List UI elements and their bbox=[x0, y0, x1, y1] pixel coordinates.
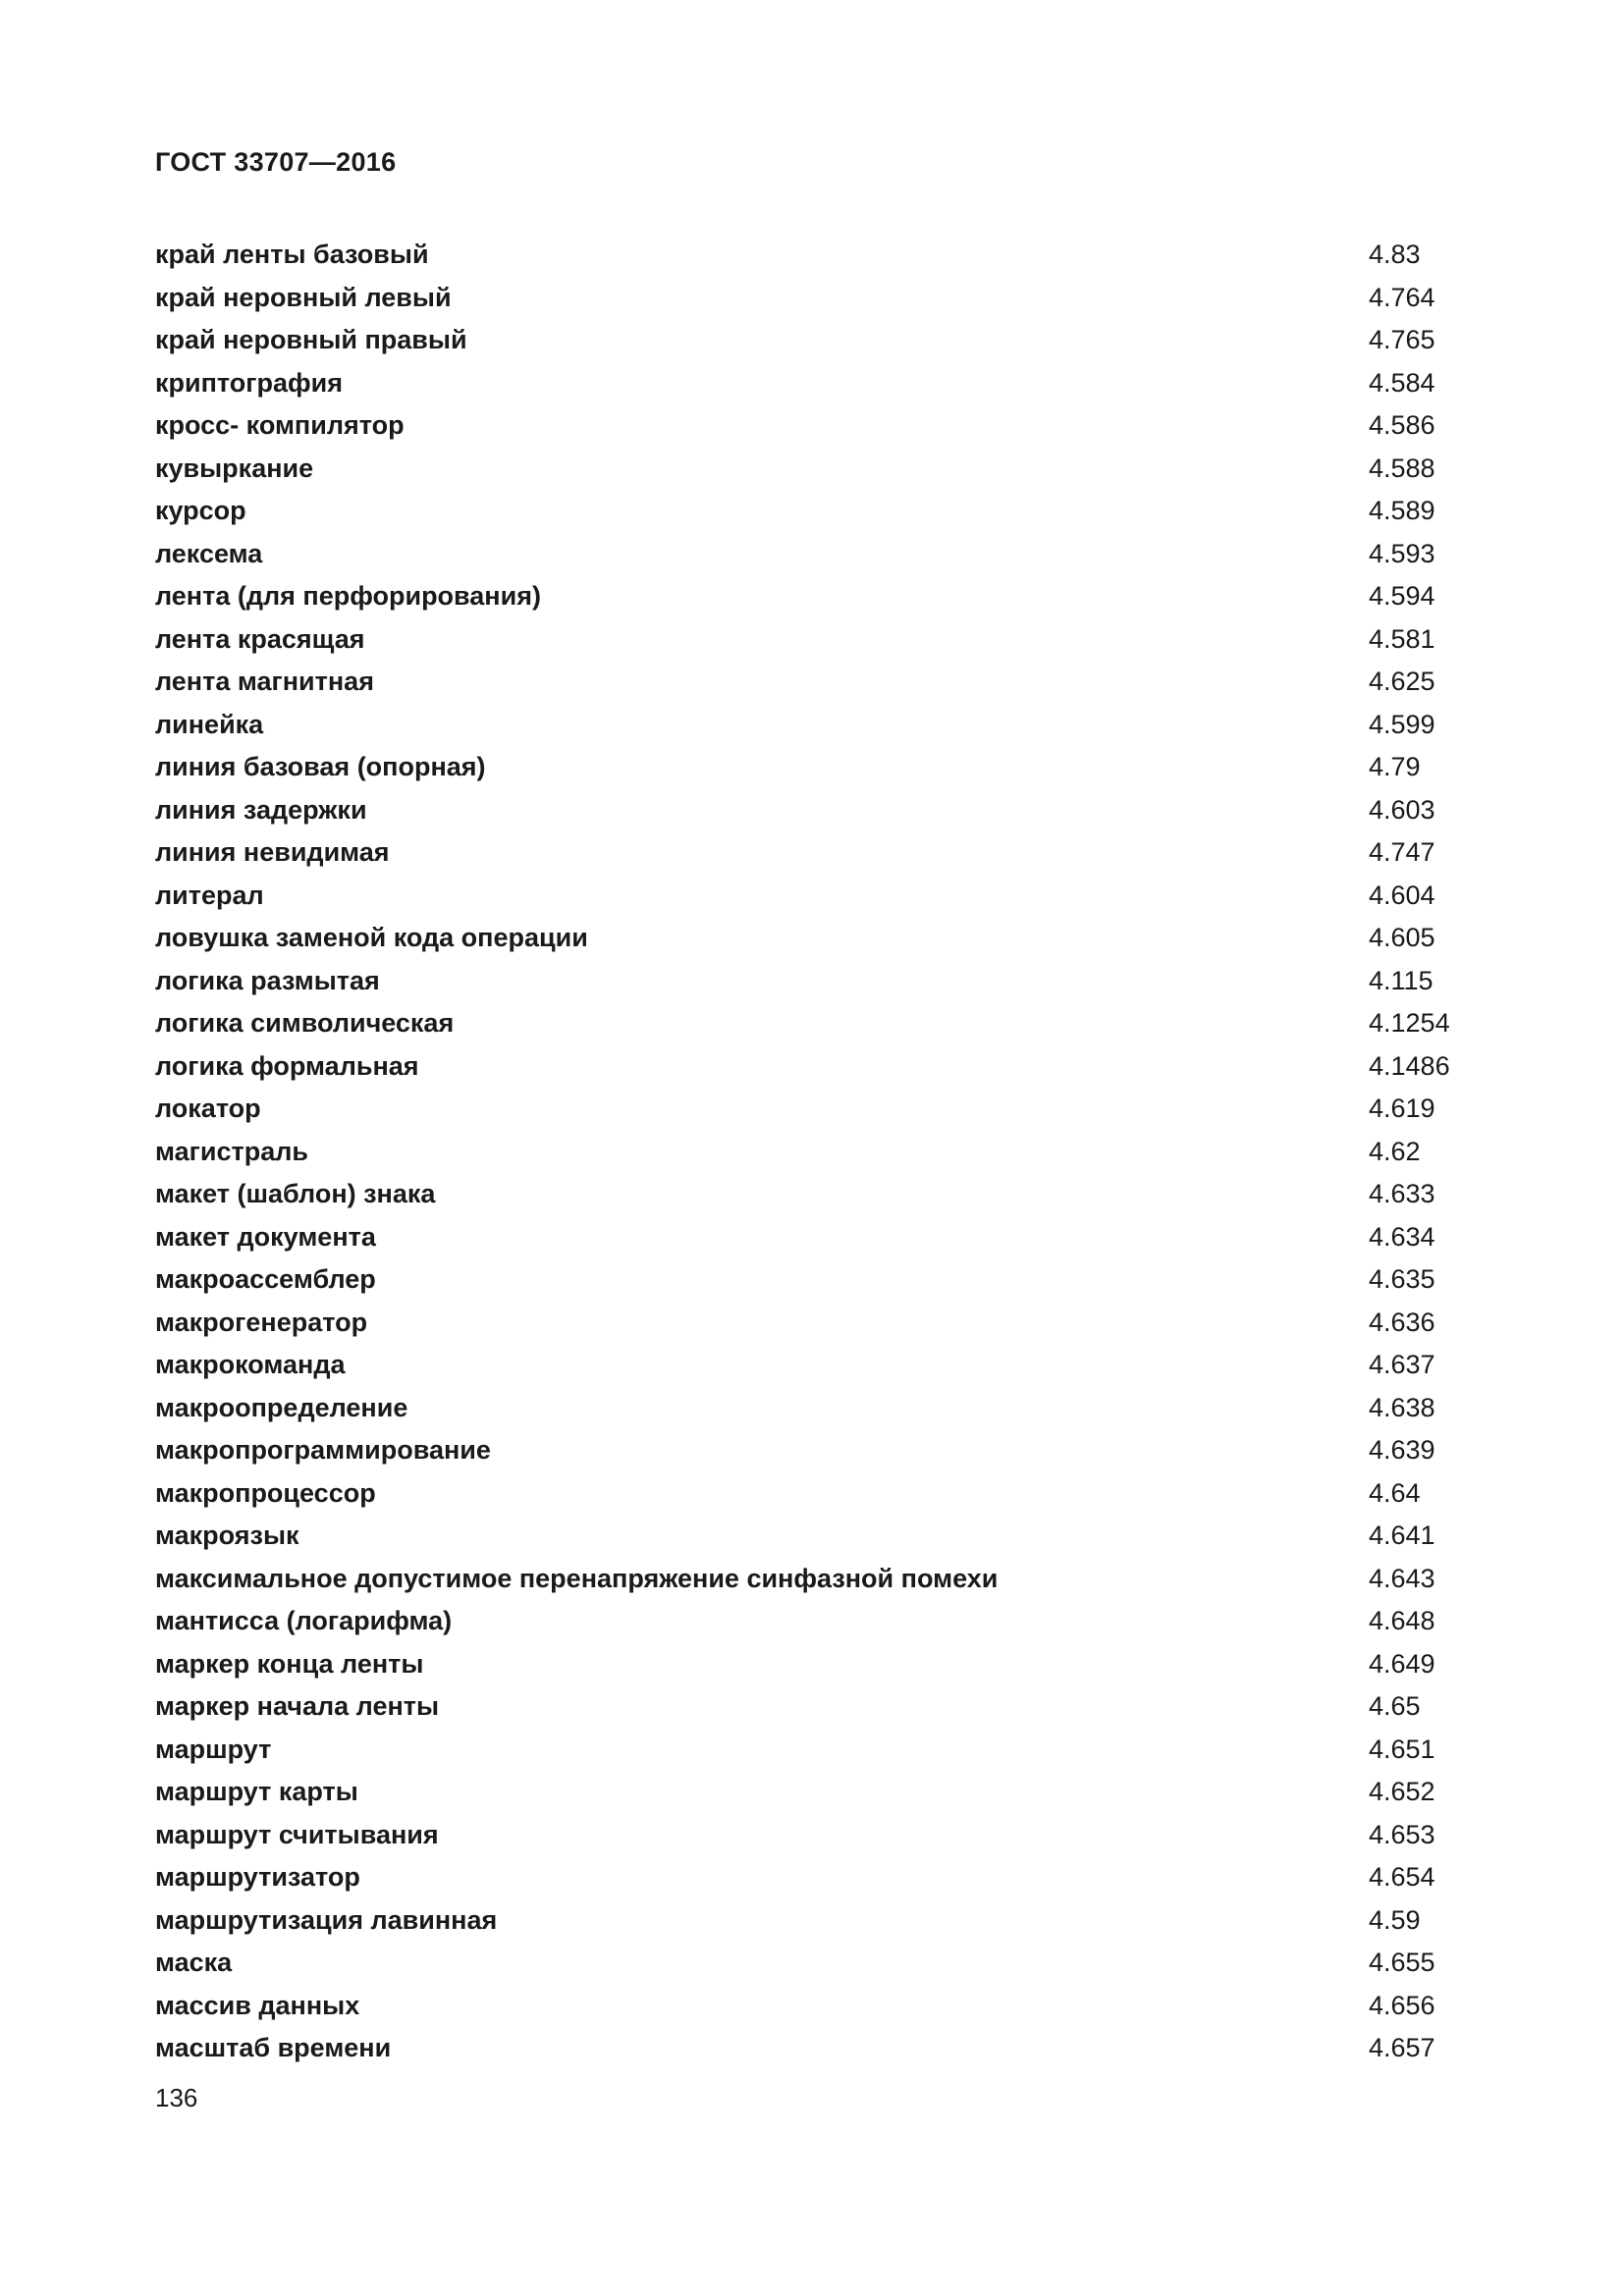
index-row bbox=[155, 1899, 1471, 1943]
index-term: максимальное допустимое перенапряжение синфазной помехи bbox=[155, 1563, 999, 1593]
index-row bbox=[155, 1216, 1471, 1259]
index-row bbox=[155, 875, 1471, 918]
index-term: макет (шаблон) знака bbox=[155, 1179, 436, 1208]
index-term: лента красящая bbox=[155, 623, 365, 654]
index-term: курсор bbox=[155, 496, 246, 525]
index-term: логика символическая bbox=[155, 1008, 455, 1038]
index-reference-number: 4.599 bbox=[1369, 709, 1435, 739]
index-term: кросс- компилятор bbox=[155, 410, 405, 440]
index-term: край ленты базовый bbox=[155, 240, 429, 269]
index-row bbox=[155, 1558, 1471, 1601]
index-term: маршрутизатор bbox=[155, 1862, 360, 1892]
index-reference-number: 4.643 bbox=[1369, 1563, 1435, 1593]
index-term: макроязык bbox=[155, 1521, 299, 1550]
index-term: край неровный правый bbox=[155, 325, 467, 354]
index-row bbox=[155, 533, 1471, 576]
index-row bbox=[155, 448, 1471, 491]
index-row bbox=[155, 490, 1471, 533]
index-reference-number: 4.639 bbox=[1369, 1435, 1435, 1465]
index-reference-number: 4.635 bbox=[1369, 1264, 1435, 1294]
index-reference-number: 4.594 bbox=[1369, 581, 1435, 611]
index-row bbox=[155, 2027, 1471, 2070]
index-row bbox=[155, 1387, 1471, 1430]
index-row bbox=[155, 960, 1471, 1003]
index-row bbox=[155, 1685, 1471, 1729]
index-term: локатор bbox=[155, 1094, 261, 1123]
index-reference-number: 4.653 bbox=[1369, 1819, 1435, 1849]
index-row bbox=[155, 1942, 1471, 1985]
index-row bbox=[155, 1515, 1471, 1558]
index-reference-number: 4.603 bbox=[1369, 794, 1435, 825]
index-term: маршрутизация лавинная bbox=[155, 1904, 498, 1935]
index-reference-number: 4.638 bbox=[1369, 1392, 1435, 1422]
index-reference-number: 4.654 bbox=[1369, 1862, 1435, 1892]
index-term: макроассемблер bbox=[155, 1264, 376, 1294]
term-index-list bbox=[155, 234, 1471, 2070]
index-reference-number: 4.656 bbox=[1369, 1990, 1435, 2020]
index-term: макропрограммирование bbox=[155, 1435, 491, 1465]
index-reference-number: 4.588 bbox=[1369, 453, 1435, 483]
index-row bbox=[155, 1131, 1471, 1174]
index-row bbox=[155, 1600, 1471, 1643]
index-term: маска bbox=[155, 1948, 233, 1977]
index-row bbox=[155, 1814, 1471, 1857]
index-reference-number: 4.747 bbox=[1369, 837, 1435, 867]
index-reference-number: 4.65 bbox=[1369, 1691, 1421, 1721]
index-term: маркер начала ленты bbox=[155, 1691, 440, 1721]
index-reference-number: 4.589 bbox=[1369, 496, 1435, 525]
index-reference-number: 4.637 bbox=[1369, 1350, 1435, 1379]
index-term: магистраль bbox=[155, 1136, 308, 1166]
index-row bbox=[155, 1643, 1471, 1686]
index-term: маршрут bbox=[155, 1734, 272, 1764]
index-term: мантисса (логарифма) bbox=[155, 1606, 453, 1635]
index-row bbox=[155, 1856, 1471, 1899]
index-term: линия невидимая bbox=[155, 837, 390, 867]
index-term: логика размытая bbox=[155, 965, 380, 995]
index-row bbox=[155, 575, 1471, 618]
index-reference-number: 4.586 bbox=[1369, 410, 1435, 440]
index-row bbox=[155, 1985, 1471, 2028]
index-reference-number: 4.648 bbox=[1369, 1606, 1435, 1635]
index-reference-number: 4.62 bbox=[1369, 1136, 1421, 1166]
index-row bbox=[155, 1302, 1471, 1345]
index-term: макропроцессор bbox=[155, 1477, 376, 1508]
index-term: макроопределение bbox=[155, 1392, 408, 1422]
index-reference-number: 4.1486 bbox=[1369, 1050, 1450, 1081]
index-reference-number: 4.652 bbox=[1369, 1777, 1435, 1806]
index-row bbox=[155, 319, 1471, 362]
index-reference-number: 4.655 bbox=[1369, 1948, 1435, 1977]
index-row bbox=[155, 746, 1471, 789]
index-reference-number: 4.764 bbox=[1369, 282, 1435, 312]
index-term: маршрут карты bbox=[155, 1777, 358, 1806]
index-term: ловушка заменой кода операции bbox=[155, 923, 588, 952]
index-reference-number: 4.765 bbox=[1369, 325, 1435, 354]
index-reference-number: 4.605 bbox=[1369, 923, 1435, 952]
index-row bbox=[155, 277, 1471, 320]
index-row bbox=[155, 704, 1471, 747]
index-reference-number: 4.83 bbox=[1369, 240, 1421, 269]
index-row bbox=[155, 917, 1471, 960]
index-term: лексема bbox=[155, 538, 263, 568]
index-term: кувыркание bbox=[155, 453, 314, 483]
index-row bbox=[155, 1173, 1471, 1216]
index-reference-number: 4.115 bbox=[1369, 965, 1434, 995]
index-term: лента магнитная bbox=[155, 667, 374, 696]
index-row bbox=[155, 1771, 1471, 1814]
index-row bbox=[155, 831, 1471, 875]
index-row bbox=[155, 1472, 1471, 1516]
index-term: макет документа bbox=[155, 1221, 376, 1252]
index-row bbox=[155, 1045, 1471, 1089]
index-reference-number: 4.64 bbox=[1369, 1477, 1421, 1508]
index-reference-number: 4.584 bbox=[1369, 367, 1435, 398]
index-reference-number: 4.79 bbox=[1369, 752, 1421, 781]
index-row bbox=[155, 404, 1471, 448]
index-reference-number: 4.59 bbox=[1369, 1904, 1421, 1935]
document-header: ГОСТ 33707—2016 bbox=[155, 147, 397, 177]
page-number: 136 bbox=[155, 2083, 198, 2112]
index-row bbox=[155, 1088, 1471, 1131]
index-term: край неровный левый bbox=[155, 282, 452, 312]
index-reference-number: 4.625 bbox=[1369, 667, 1435, 696]
index-reference-number: 4.649 bbox=[1369, 1648, 1435, 1679]
index-row bbox=[155, 362, 1471, 405]
index-row bbox=[155, 789, 1471, 832]
index-term: масштаб времени bbox=[155, 2033, 392, 2062]
index-row bbox=[155, 1429, 1471, 1472]
index-row bbox=[155, 618, 1471, 662]
index-reference-number: 4.1254 bbox=[1369, 1008, 1450, 1038]
index-term: маршрут считывания bbox=[155, 1819, 439, 1849]
index-reference-number: 4.581 bbox=[1369, 623, 1435, 654]
index-reference-number: 4.593 bbox=[1369, 538, 1435, 568]
index-term: массив данных bbox=[155, 1990, 360, 2020]
index-reference-number: 4.619 bbox=[1369, 1094, 1435, 1123]
index-reference-number: 4.651 bbox=[1369, 1734, 1435, 1764]
index-row bbox=[155, 1729, 1471, 1772]
index-reference-number: 4.636 bbox=[1369, 1307, 1435, 1337]
index-row bbox=[155, 234, 1471, 277]
index-term: лента (для перфорирования) bbox=[155, 581, 541, 611]
index-reference-number: 4.604 bbox=[1369, 880, 1435, 910]
index-term: логика формальная bbox=[155, 1050, 419, 1081]
index-reference-number: 4.657 bbox=[1369, 2033, 1435, 2062]
index-term: линия задержки bbox=[155, 794, 367, 825]
index-term: макрокоманда bbox=[155, 1350, 346, 1379]
index-term: маркер конца ленты bbox=[155, 1648, 424, 1679]
index-term: линейка bbox=[155, 709, 264, 739]
index-row bbox=[155, 1344, 1471, 1387]
index-row bbox=[155, 1258, 1471, 1302]
index-reference-number: 4.633 bbox=[1369, 1179, 1435, 1208]
index-term: литерал bbox=[155, 880, 264, 910]
index-row bbox=[155, 1002, 1471, 1045]
index-row bbox=[155, 661, 1471, 704]
index-term: криптография bbox=[155, 367, 344, 398]
index-reference-number: 4.634 bbox=[1369, 1221, 1435, 1252]
index-term: линия базовая (опорная) bbox=[155, 752, 486, 781]
index-term: макрогенератор bbox=[155, 1307, 368, 1337]
index-reference-number: 4.641 bbox=[1369, 1521, 1435, 1550]
